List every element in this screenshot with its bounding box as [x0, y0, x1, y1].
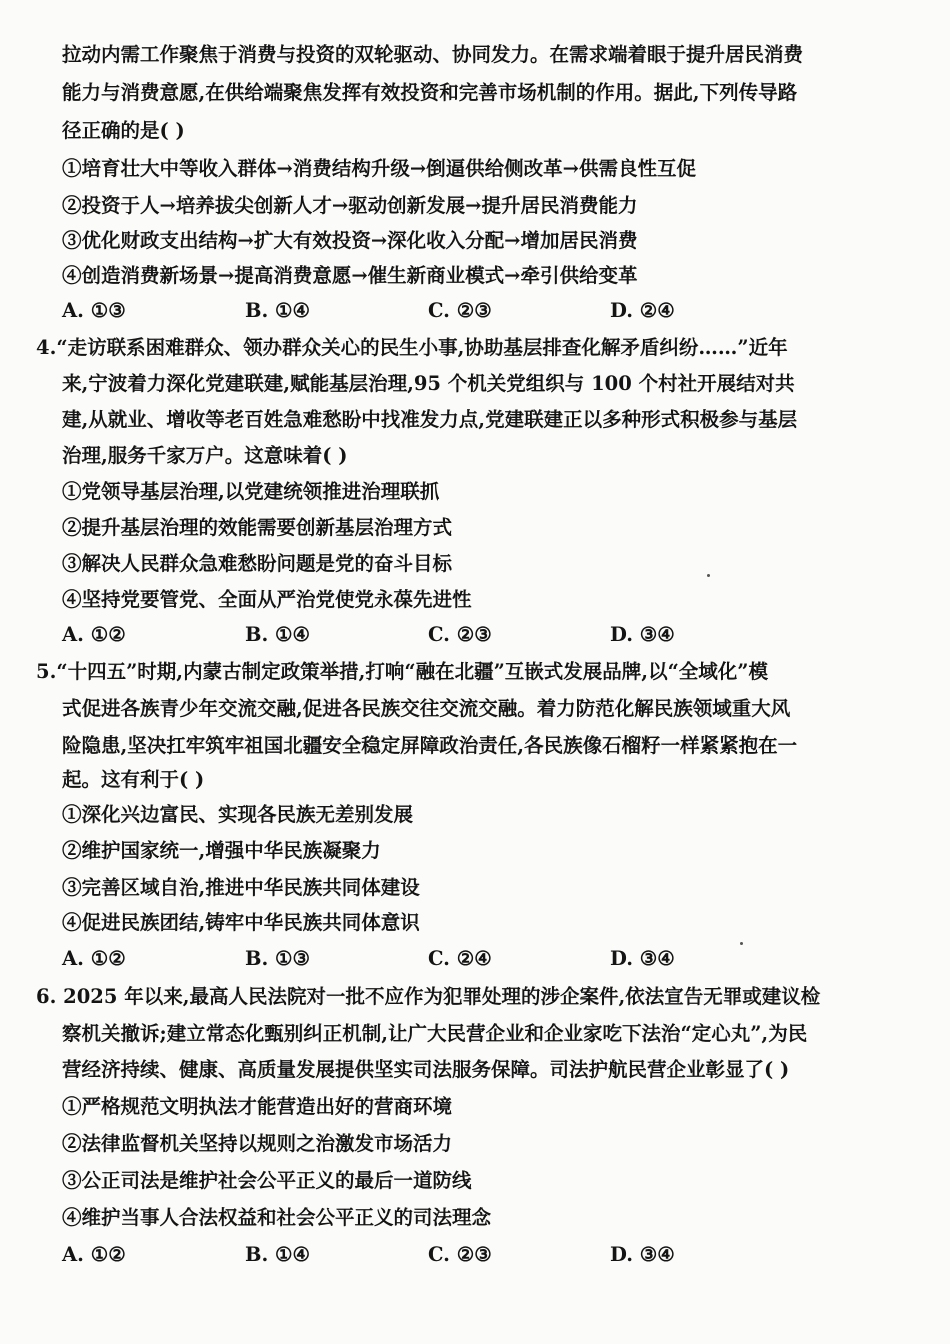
question-3-item-3: ③优化财政支出结构→扩大有效投资→深化收入分配→增加居民消费: [62, 229, 638, 252]
question-4-stem-line-1: 4.“走访联系困难群众、领办群众关心的民生小事,协助基层排查化解矛盾纠纷……”近年: [36, 336, 788, 359]
question-5-stem-line-4: 起。这有利于( ): [62, 768, 205, 791]
question-3-stem-line-2: 能力与消费意愿,在供给端聚焦发挥有效投资和完善市场机制的作用。据此,下列传导路: [62, 81, 798, 104]
question-3-item-4: ④创造消费新场景→提高消费意愿→催生新商业模式→牵引供给变革: [62, 264, 638, 287]
question-3-stem-line-1: 拉动内需工作聚焦于消费与投资的双轮驱动、协同发力。在需求端着眼于提升居民消费: [62, 43, 804, 66]
question-4-stem-line-4: 治理,服务千家万户。这意味着( ): [62, 444, 348, 467]
question-4-item-1: ①党领导基层治理,以党建统领推进治理联抓: [62, 480, 440, 503]
scan-speck: [740, 942, 743, 945]
question-3-option-a: A. ①③: [62, 299, 126, 322]
question-5-item-3: ③完善区域自治,推进中华民族共同体建设: [62, 876, 420, 899]
scan-speck: [707, 574, 710, 577]
question-5-item-2: ②维护国家统一,增强中华民族凝聚力: [62, 839, 381, 862]
question-6-stem-line-3: 营经济持续、健康、高质量发展提供坚实司法服务保障。司法护航民营企业彰显了( ): [62, 1058, 790, 1081]
question-5-option-b: B. ①③: [245, 947, 311, 970]
question-6-option-b: B. ①④: [245, 1243, 311, 1266]
question-4-option-b: B. ①④: [245, 623, 311, 646]
question-4-option-a: A. ①②: [62, 623, 126, 646]
question-5-option-a: A. ①②: [62, 947, 126, 970]
question-5-stem-line-1: 5.“十四五”时期,内蒙古制定政策举措,打响“融在北疆”互嵌式发展品牌,以“全域化”模: [36, 660, 769, 683]
question-3-item-1: ①培育壮大中等收入群体→消费结构升级→倒逼供给侧改革→供需良性互促: [62, 157, 697, 180]
question-4-option-d: D. ③④: [610, 623, 675, 646]
question-5-stem-line-3: 险隐患,坚决扛牢筑牢祖国北疆安全稳定屏障政治责任,各民族像石榴籽一样紧紧抱在一: [62, 734, 798, 757]
question-6-item-2: ②法律监督机关坚持以规则之治激发市场活力: [62, 1132, 453, 1155]
question-4-stem-line-3: 建,从就业、增收等老百姓急难愁盼中找准发力点,党建联建正以多种形式积极参与基层: [62, 408, 798, 431]
question-3-item-2: ②投资于人→培养拔尖创新人才→驱动创新发展→提升居民消费能力: [62, 194, 638, 217]
question-4-option-c: C. ②③: [428, 623, 492, 646]
question-5-item-4: ④促进民族团结,铸牢中华民族共同体意识: [62, 911, 420, 934]
question-6-option-d: D. ③④: [610, 1243, 675, 1266]
question-6-option-a: A. ①②: [62, 1243, 126, 1266]
question-6-stem-line-1: 6. 2025 年以来,最高人民法院对一批不应作为犯罪处理的涉企案件,依法宣告无罪或建议检: [36, 985, 821, 1008]
question-6-item-4: ④维护当事人合法权益和社会公平正义的司法理念: [62, 1206, 492, 1229]
question-3-option-d: D. ②④: [610, 299, 675, 322]
question-5-option-c: C. ②④: [428, 947, 492, 970]
question-4-item-2: ②提升基层治理的效能需要创新基层治理方式: [62, 516, 453, 539]
question-3-option-b: B. ①④: [245, 299, 311, 322]
question-5-option-d: D. ③④: [610, 947, 675, 970]
question-5-item-1: ①深化兴边富民、实现各民族无差别发展: [62, 803, 414, 826]
question-6-item-1: ①严格规范文明执法才能营造出好的营商环境: [62, 1095, 453, 1118]
question-4-stem-line-2: 来,宁波着力深化党建联建,赋能基层治理,95 个机关党组织与 100 个村社开展结对共: [62, 372, 795, 395]
question-4-item-4: ④坚持党要管党、全面从严治党使党永葆先进性: [62, 588, 472, 611]
question-4-item-3: ③解决人民群众急难愁盼问题是党的奋斗目标: [62, 552, 453, 575]
question-6-item-3: ③公正司法是维护社会公平正义的最后一道防线: [62, 1169, 472, 1192]
question-3-option-c: C. ②③: [428, 299, 492, 322]
question-5-stem-line-2: 式促进各族青少年交流交融,促进各民族交往交流交融。着力防范化解民族领域重大风: [62, 697, 791, 720]
question-6-stem-line-2: 察机关撤诉;建立常态化甄别纠正机制,让广大民营企业和企业家吃下法治“定心丸”,为民: [62, 1022, 808, 1045]
question-6-option-c: C. ②③: [428, 1243, 492, 1266]
question-3-stem-line-3: 径正确的是( ): [62, 119, 185, 142]
